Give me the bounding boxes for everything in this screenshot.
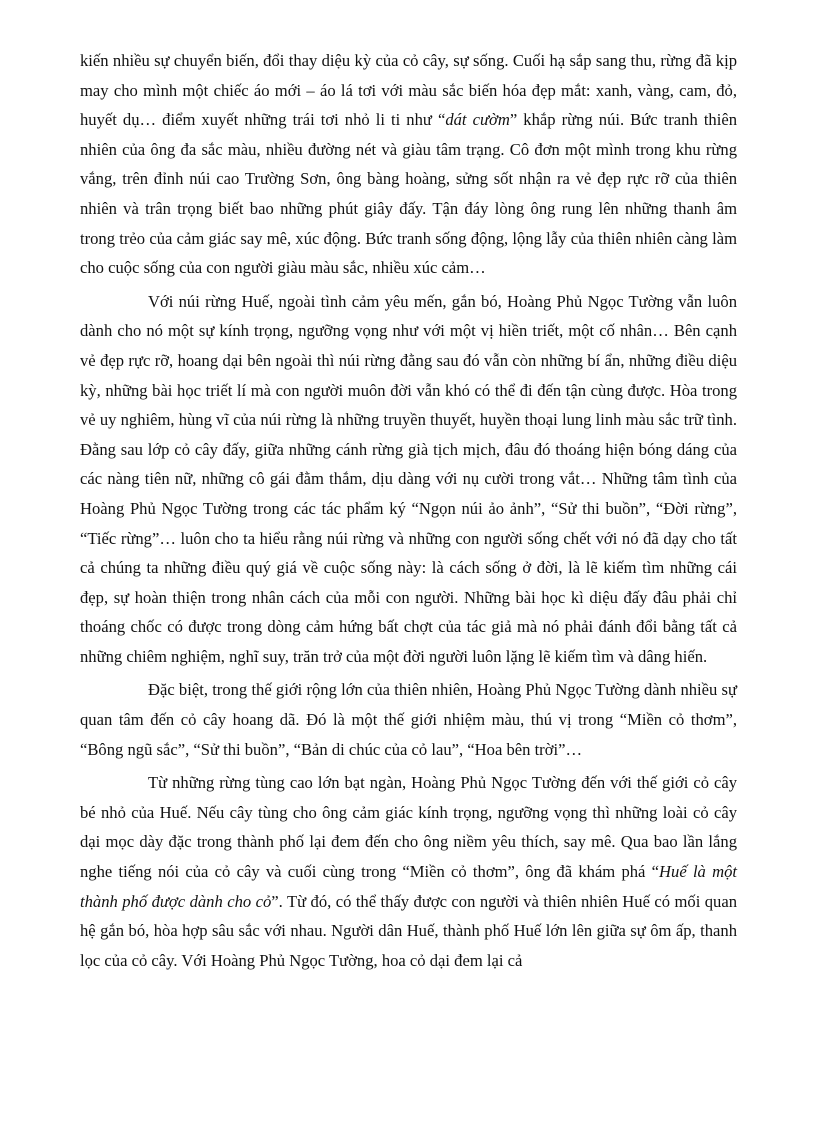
paragraph-3-text: Đặc biệt, trong thế giới rộng lớn của thiên nhiên, Hoàng Phủ Ngọc Tường dành nhiều sự quan tâm đến cỏ cây hoang dã. Đó là một thế giới nhiệm màu, thú vị trong “Miền cỏ thơm”, “Bông ngũ sắc”, “Sử thi buồn”, “Bản di chúc của cỏ lau”, “Hoa bên trời”… xyxy=(80,680,737,759)
paragraph-1-text-b: ” khắp rừng núi. Bức tranh thiên nhiên của ông đa sắc màu, nhiều đường nét và giàu tâm trạng. Cô đơn một mình trong khu rừng vắng, trên đỉnh núi cao Trường Sơn, ông bàng hoàng, sửng sốt nhận ra vẻ đẹp rực rỡ của thiên nhiên và trân trọng biết bao những phút giây đấy. Tận đáy lòng ông rung lên những thanh âm trong trẻo của cảm giác say mê, xúc động. Bức tranh sống động, lộng lẫy của thiên nhiên càng làm cho cuộc sống của con người giàu màu sắc, nhiều xúc cảm… xyxy=(80,110,738,278)
paragraph-3 xyxy=(80,675,737,764)
paragraph-2 xyxy=(80,287,737,672)
paragraph-1 xyxy=(80,46,737,283)
paragraph-4 xyxy=(80,768,737,975)
paragraph-2-text: Với núi rừng Huế, ngoài tình cảm yêu mến, gắn bó, Hoàng Phủ Ngọc Tường vẫn luôn dành cho nó một sự kính trọng, ngưỡng vọng như với một vị hiền triết, một cố nhân… Bên cạnh vẻ đẹp rực rỡ, hoang dại bên ngoài thì núi rừng đằng sau đó vẫn còn những bí ẩn, những điều diệu kỳ, những bài học triết lí mà con người muôn đời vẫn khó có thể đi đến tận cùng được. Hòa trong vẻ uy nghiêm, hùng vĩ của núi rừng là những truyền thuyết, huyền thoại lung linh màu sắc trữ tình. Đằng sau lớp cỏ cây đấy, giữa những cánh rừng già tịch mịch, đâu đó thoáng hiện bóng dáng của các nàng tiên nữ, những cô gái đằm thắm, dịu dàng với nụ cười trong vắt… Những tâm tình của Hoàng Phủ Ngọc Tường trong các tác phẩm ký “Ngọn núi ảo ảnh”, “Sử thi buồn”, “Đời rừng”, “Tiếc rừng”… luôn cho ta hiểu rằng núi rừng và những con người sống chết với nó đã dạy cho tất cả chúng ta những điều quý giá về cuộc sống này: là cách sống ở đời, là lẽ kiếm tìm những cái đẹp, sự hoàn thiện trong nhân cách của mỗi con người. Những bài học kì diệu đấy đâu phải chỉ thoáng chốc có được trong dòng cảm hứng bất chợt của tác giả mà nó phải đánh đổi bằng tất cả những chiêm nghiệm, nghĩ suy, trăn trở của một đời người luôn lặng lẽ kiếm tìm và dâng hiến. xyxy=(80,291,737,666)
paragraph-4-italic-quote: Huế là một thành phố được dành cho cỏ xyxy=(80,862,737,911)
paragraph-4-text-a: Từ những rừng tùng cao lớn bạt ngàn, Hoàng Phủ Ngọc Tường đến với thế giới cỏ cây bé nhỏ của Huế. Nếu cây tùng cho ông cảm giác kính trọng, ngưỡng vọng thì những loài cỏ cây dại mọc dày đặc trong thành phố lại đem đến cho ông niềm yêu thích, say mê. Qua bao lần lắng nghe tiếng nói của cỏ cây và cuối cùng trong “Miền cỏ thơm”, ông đã khám phá “ xyxy=(80,773,737,882)
document-page xyxy=(80,46,737,975)
paragraph-1-italic-dat-cuom: dát cườm xyxy=(445,110,510,130)
paragraph-1-text-a: kiến nhiều sự chuyển biến, đổi thay diệu kỳ của cỏ cây, sự sống. Cuối hạ sắp sang thu, rừng đã kịp may cho mình một chiếc áo mới – áo lá tơi với màu sắc biến hóa đẹp mắt: xanh, vàng, cam, đỏ, huyết dụ… điểm xuyết những trái tơi nhỏ li ti như “ xyxy=(80,51,737,130)
paragraph-4-text-b: ”. Từ đó, có thể thấy được con người và thiên nhiên Huế có mối quan hệ gắn bó, hòa hợp sâu sắc với nhau. Người dân Huế, thành phố Huế lớn lên giữa sự ôm ấp, thanh lọc của cỏ cây. Với Hoàng Phủ Ngọc Tường, hoa cỏ dại đem lại cả xyxy=(80,891,738,970)
